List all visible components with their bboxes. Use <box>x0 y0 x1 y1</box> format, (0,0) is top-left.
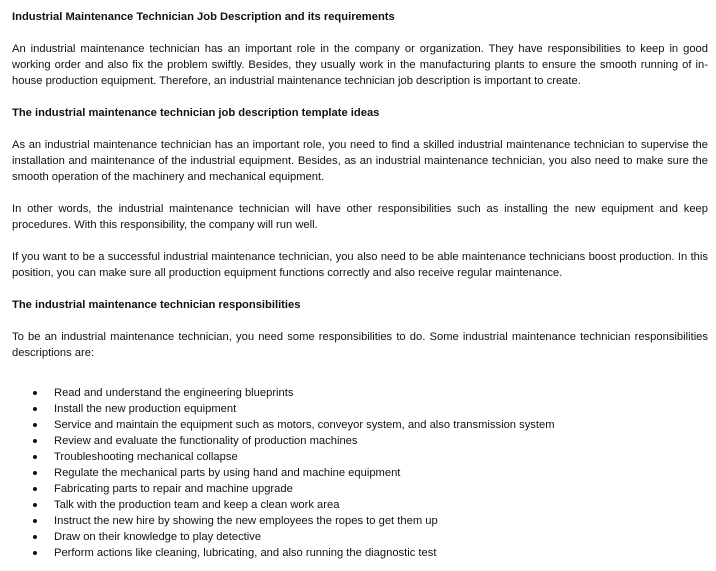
list-item: Fabricating parts to repair and machine upgrade <box>12 481 708 497</box>
section1-heading: The industrial maintenance technician job description template ideas <box>12 107 380 119</box>
section2-heading: The industrial maintenance technician responsibilities <box>12 299 301 311</box>
list-item: Draw on their knowledge to play detective <box>12 529 708 545</box>
section1-paragraph-3: If you want to be a successful industrial maintenance technician, you also need to be able maintenance technicians boost production. In this position, you can make sure all production equipment functions correctly and also receive regular maintenance. <box>12 251 708 279</box>
list-item: Service and maintain the equipment such as motors, conveyor system, and also transmission system <box>12 417 708 433</box>
list-item: Talk with the production team and keep a clean work area <box>12 497 708 513</box>
intro-paragraph: An industrial maintenance technician has an important role in the company or organization. They have responsibilities to keep in good working order and also fix the problem swiftly. Besides, they usually work in the manufacturing plants to ensure the smooth running of in-house production equipment. Therefore, an industrial maintenance technician job description is important to create. <box>12 43 708 87</box>
responsibilities-list-container <box>12 385 708 561</box>
list-item: Read and understand the engineering blueprints <box>12 385 708 401</box>
list-item: Regulate the mechanical parts by using hand and machine equipment <box>12 465 708 481</box>
list-item: Install the new production equipment <box>12 401 708 417</box>
list-item: Review and evaluate the functionality of production machines <box>12 433 708 449</box>
section1-paragraph-2: In other words, the industrial maintenance technician will have other responsibilities such as installing the new equipment and keep procedures. With this responsibility, the company will run well. <box>12 203 708 231</box>
list-item: Instruct the new hire by showing the new employees the ropes to get them up <box>12 513 708 529</box>
list-item: Perform actions like cleaning, lubricating, and also running the diagnostic test <box>12 545 708 561</box>
section2-intro: To be an industrial maintenance technician, you need some responsibilities to do. Some industrial maintenance technician responsibilities descriptions are: <box>12 331 708 359</box>
responsibilities-list <box>12 385 708 561</box>
list-item: Troubleshooting mechanical collapse <box>12 449 708 465</box>
document-title: Industrial Maintenance Technician Job Description and its requirements <box>12 11 395 23</box>
section1-paragraph-1: As an industrial maintenance technician has an important role, you need to find a skilled industrial maintenance technician to supervise the installation and maintenance of the industrial equipment. Besides, as an industrial maintenance technician, you also need to make sure the smooth operation of the machinery and mechanical equipment. <box>12 139 708 183</box>
